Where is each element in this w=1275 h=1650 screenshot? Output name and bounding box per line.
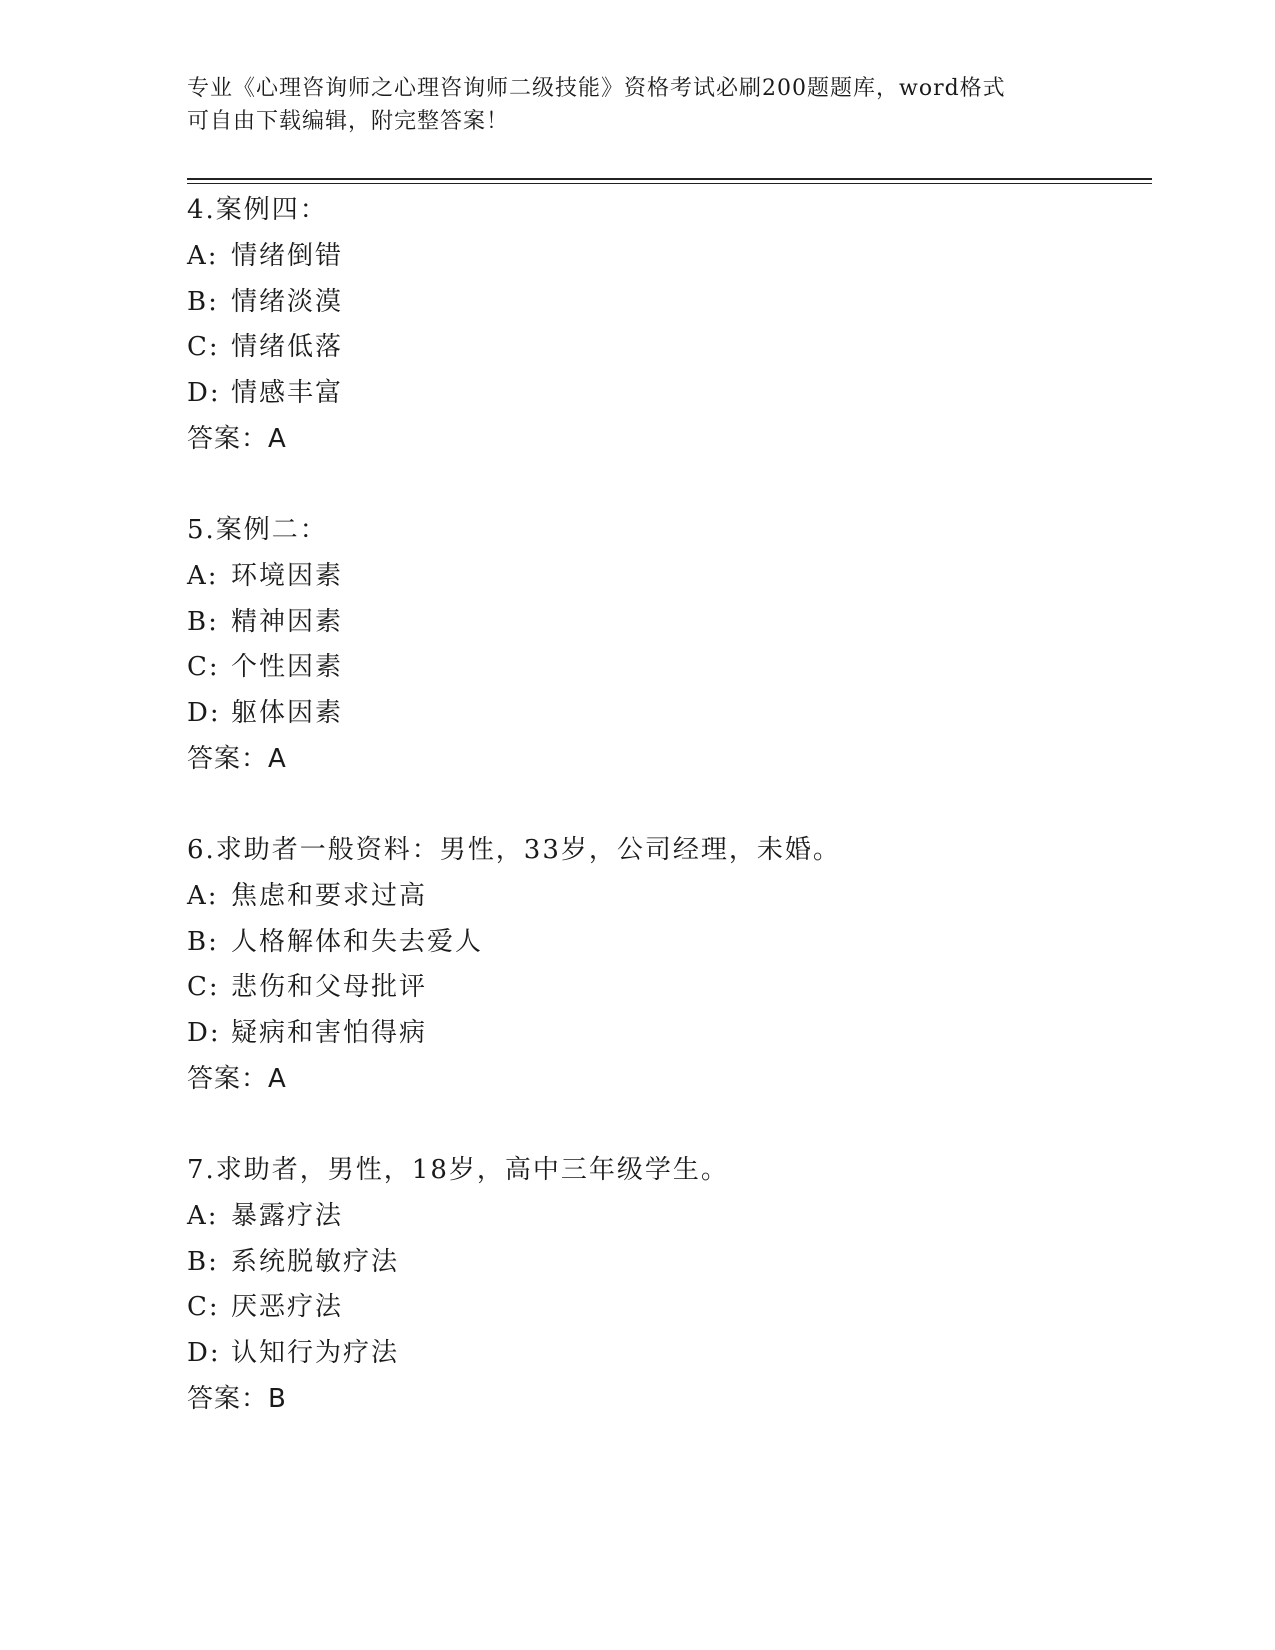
- option-a: [187, 874, 1147, 920]
- option-d: [187, 1011, 1147, 1057]
- question-stem: 7.求助者，男性，18岁，高中三年级学生。: [187, 1155, 729, 1185]
- answer-line: 答案：B: [187, 1383, 287, 1414]
- question-block: [187, 828, 1147, 1103]
- option-d: [187, 1331, 1147, 1377]
- option-c: [187, 645, 1147, 691]
- header-line-2: 可自由下载编辑，附完整答案！: [187, 109, 510, 134]
- option-letter: C:: [187, 972, 220, 1003]
- option-b: [187, 920, 1147, 966]
- option-text: 悲伤和父母批评: [231, 972, 428, 1003]
- option-letter: A:: [187, 880, 219, 911]
- document-header: [187, 72, 1087, 138]
- option-text: 焦虑和要求过高: [231, 880, 428, 911]
- option-d: [187, 371, 1147, 417]
- option-letter: C:: [187, 652, 220, 683]
- option-letter: B:: [187, 286, 219, 317]
- option-text: 躯体因素: [231, 698, 344, 729]
- option-letter: A:: [187, 1200, 219, 1231]
- option-letter: B:: [187, 606, 219, 637]
- option-c: [187, 325, 1147, 371]
- question-block: [187, 508, 1147, 783]
- option-text: 疑病和害怕得病: [231, 1018, 428, 1049]
- option-d: [187, 691, 1147, 737]
- header-line-1: 专业《心理咨询师之心理咨询师二级技能》资格考试必刷200题题库，word格式: [187, 76, 1006, 101]
- option-c: [187, 1285, 1147, 1331]
- option-text: 情绪低落: [231, 332, 344, 363]
- question-block: [187, 1148, 1147, 1423]
- question-stem: 4.案例四：: [187, 195, 328, 225]
- option-text: 人格解体和失去爱人: [231, 926, 484, 957]
- option-letter: A:: [187, 560, 219, 591]
- option-text: 情绪倒错: [231, 240, 344, 271]
- option-text: 认知行为疗法: [231, 1338, 400, 1369]
- option-letter: B:: [187, 1246, 219, 1277]
- option-letter: A:: [187, 240, 219, 271]
- option-letter: D:: [187, 1338, 221, 1369]
- option-a: [187, 1194, 1147, 1240]
- option-text: 环境因素: [231, 560, 344, 591]
- answer-line: 答案：A: [187, 743, 287, 774]
- option-letter: D:: [187, 1018, 221, 1049]
- option-letter: C:: [187, 332, 220, 363]
- option-text: 情感丰富: [231, 378, 344, 409]
- option-letter: D:: [187, 378, 221, 409]
- question-stem: 6.求助者一般资料：男性，33岁，公司经理，未婚。: [187, 835, 841, 865]
- option-text: 厌恶疗法: [231, 1292, 344, 1323]
- option-a: [187, 554, 1147, 600]
- option-c: [187, 965, 1147, 1011]
- header-rule-thin: [187, 183, 1152, 184]
- answer-line: 答案：A: [187, 423, 287, 454]
- option-text: 暴露疗法: [231, 1200, 344, 1231]
- option-a: [187, 234, 1147, 280]
- option-b: [187, 280, 1147, 326]
- option-b: [187, 1240, 1147, 1286]
- option-text: 个性因素: [231, 652, 344, 683]
- question-block: [187, 188, 1147, 463]
- option-letter: B:: [187, 926, 219, 957]
- option-text: 精神因素: [231, 606, 344, 637]
- option-letter: C:: [187, 1292, 220, 1323]
- question-stem: 5.案例二：: [187, 515, 328, 545]
- option-b: [187, 600, 1147, 646]
- header-rule-thick: [187, 178, 1152, 180]
- option-text: 系统脱敏疗法: [231, 1246, 400, 1277]
- answer-line: 答案：A: [187, 1063, 287, 1094]
- option-text: 情绪淡漠: [231, 286, 344, 317]
- option-letter: D:: [187, 698, 221, 729]
